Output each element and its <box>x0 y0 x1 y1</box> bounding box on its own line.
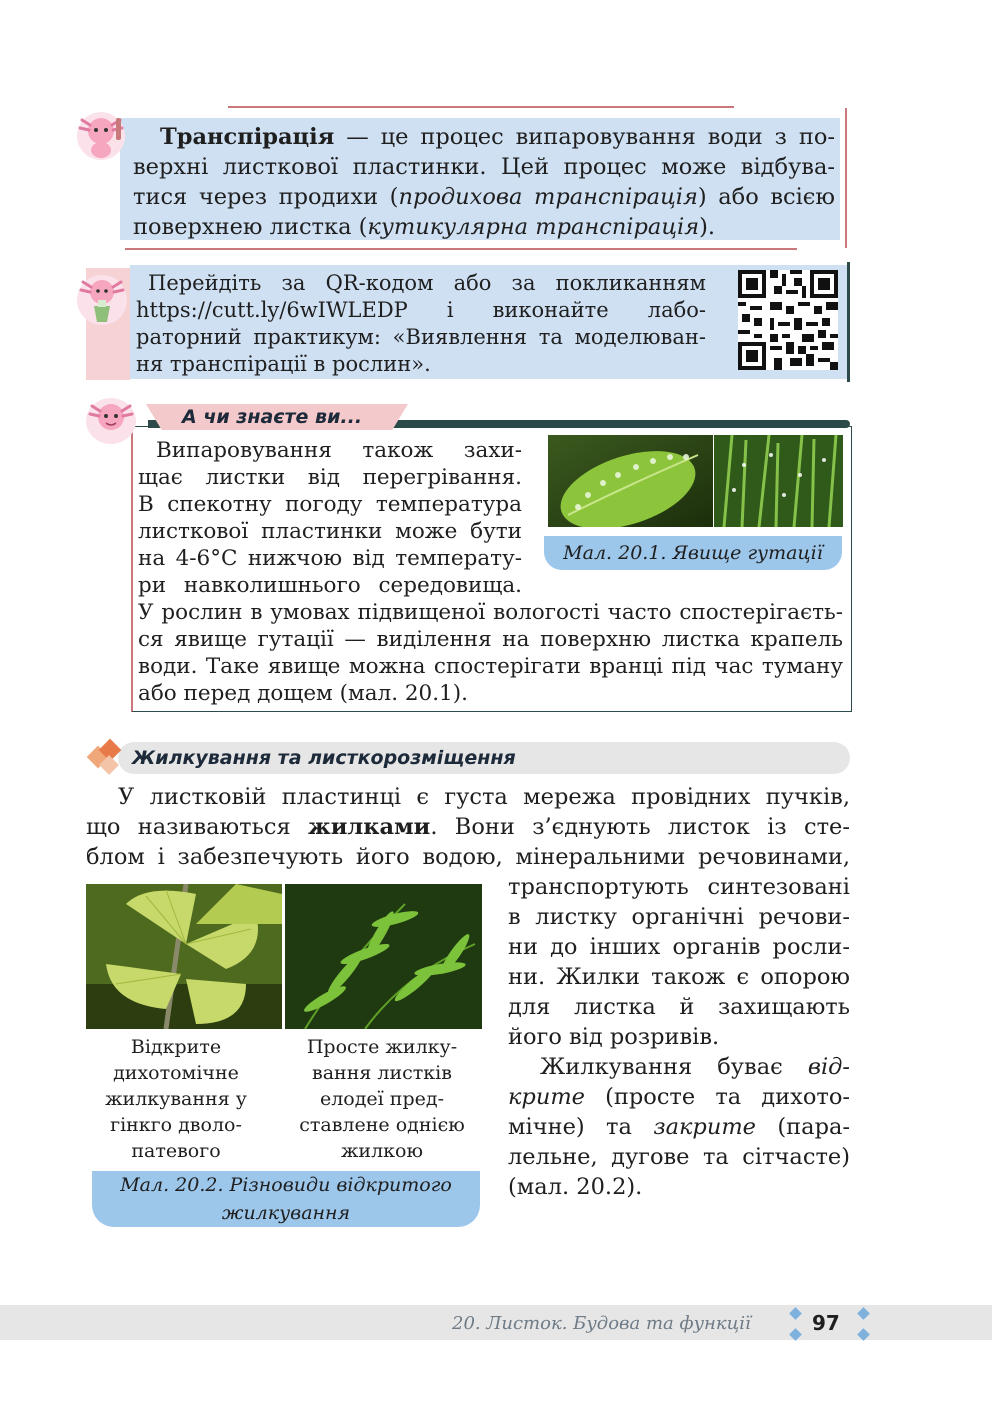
section-title: Жилкування та листкорозміщення <box>132 747 516 769</box>
definition-line-2: верхні листкової пластинки. Цей процес може відбува- <box>133 154 835 180</box>
page-number: 97 <box>812 1311 840 1335</box>
qr-task-line-3: раторний практикум: «Виявлення та моделюван- <box>136 325 706 349</box>
pink-rule-top <box>228 106 734 108</box>
diamond-bullet-icon <box>854 1306 874 1342</box>
section-right2-line-1: Жилкування буває від- <box>540 1054 850 1080</box>
figure-20-2-caption: Мал. 20.2. Різновиди відкритого жилкування <box>92 1171 480 1227</box>
pink-rule-bottom <box>125 248 797 250</box>
section-right2-line-2: крите (просте та дихото- <box>508 1084 850 1110</box>
section-right-line-4: ни. Жилки також є опорою <box>508 964 850 990</box>
dyk-side-line-6: ри навколишнього середовища. <box>138 573 522 598</box>
dyk-side-line-2: щає листки від перегрівання. <box>138 465 522 490</box>
section-right-line-1: транспортують синтезовані <box>508 874 850 900</box>
qr-link-line[interactable]: https://cutt.ly/6wIWLEDP і виконайте лабо- <box>136 298 706 322</box>
ginkgo-leaves-photo <box>86 884 282 1029</box>
axolotl-mascot-icon <box>72 106 130 164</box>
definition-line-1: Транспірація — це процес випаровування води з по- <box>160 124 835 150</box>
qr-task-line-1: Перейдіть за QR-кодом або за покликанням <box>148 271 706 295</box>
elodea-photo <box>285 884 482 1029</box>
qr-code-icon[interactable] <box>738 270 838 370</box>
section-right2-line-3: мічне) та закрите (пара- <box>508 1114 850 1140</box>
axolotl-scientist-icon <box>72 270 132 330</box>
section-line-1: У листковій пластинці є густа мережа провідних пучків, <box>118 784 850 810</box>
section-right-line-6: його від розривів. <box>508 1024 720 1050</box>
qr-box-dark-edge <box>847 262 850 382</box>
dyk-full-line-1: У рослин в умовах підвищеної вологості часто спостерігаєть- <box>138 600 843 625</box>
axolotl-mascot-icon <box>82 394 140 446</box>
did-you-know-title: А чи знаєте ви... <box>182 406 363 428</box>
dyk-side-line-1: Випаровування також захи- <box>156 438 522 463</box>
diamond-bullet-icon <box>86 740 126 776</box>
figure-20-1-caption: Мал. 20.1. Явище гутації <box>544 536 842 570</box>
section-line-2: що називаються жилками. Вони з’єднують листок із сте- <box>86 814 850 840</box>
dyk-side-line-3: В спекотну погоду температура <box>138 492 522 517</box>
diamond-bullet-icon <box>786 1306 806 1342</box>
term-transpiration: Транспірація <box>160 124 335 150</box>
elodea-caption: Просте жилку- вання листків елодеї пред- ставлене однією жилкою <box>299 1036 465 1162</box>
qr-task-line-4: ня транспірації в рослин». <box>136 352 431 376</box>
guttation-photo-grass <box>714 435 843 527</box>
dyk-full-line-3: води. Таке явище можна спостерігати вранці під час туману <box>138 654 843 679</box>
section-right2-line-4: лельне, дугове та сітчасте) <box>508 1144 850 1170</box>
term-veins: жилками <box>307 814 431 840</box>
section-right-line-3: ни до інших органів росли- <box>508 934 850 960</box>
dyk-full-line-4: або перед дощем (мал. 20.1). <box>138 681 468 706</box>
definition-line-3: тися через продихи (продихова транспірація) або всією <box>133 184 835 210</box>
guttation-photo-leaf <box>548 435 713 527</box>
ginkgo-caption: Відкрите дихотомічне жилкування у гінкго дволо- патевого <box>105 1036 247 1162</box>
dyk-side-line-5: на 4-6°С нижчою від температу- <box>138 546 522 571</box>
dyk-side-line-4: листкової пластинки може бути <box>138 519 522 544</box>
pink-rule-right <box>845 108 847 248</box>
section-right2-line-5: (мал. 20.2). <box>508 1174 643 1200</box>
definition-line-4: поверхнею листка (кутикулярна транспірація). <box>133 214 716 240</box>
section-right-line-2: в листку органічні речови- <box>508 904 850 930</box>
section-line-3: блом і забезпечують його водою, мінеральними речовинами, <box>86 844 850 870</box>
footer-chapter-title: 20. Листок. Будова та функції <box>452 1313 751 1334</box>
dyk-full-line-2: ся явище гутації — виділення на поверхню листка крапель <box>138 627 843 652</box>
section-right-line-5: для листка й захищають <box>508 994 850 1020</box>
